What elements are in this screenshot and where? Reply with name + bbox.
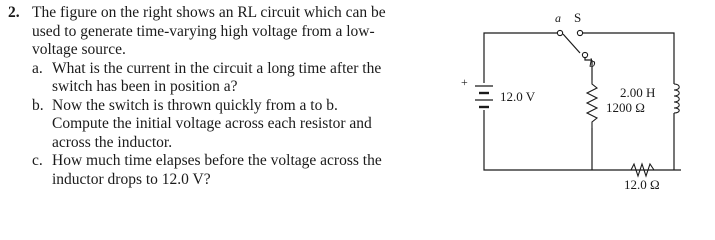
stem-line: used to generate time-varying high voltage from a low- [32,22,375,40]
part-line: What is the current in the circuit a long time after the [52,59,382,77]
terminal-s [577,30,582,35]
terminal-b [582,52,587,57]
terminal-b-label: b [589,55,596,70]
part-label: b. [32,96,44,114]
inductor-icon [674,84,679,113]
problem-stem [8,4,438,60]
part-line: switch has been in position a? [52,78,238,95]
battery-icon [475,86,493,107]
rl-circuit-diagram [446,0,715,211]
problem-text [8,4,438,189]
wire-left-bottom [484,110,681,170]
terminal-a-label: a [555,11,561,25]
part-a [32,60,438,97]
wire-top-right [583,33,674,84]
part-c [32,152,438,189]
part-b [32,97,438,153]
resistor-bottom-label: 12.0 Ω [624,177,660,192]
stem-line: The figure on the right shows an RL circuit which can be [32,4,386,21]
problem-number: 2. [8,4,20,21]
part-line: Compute the initial voltage across each resistor and [52,115,372,132]
part-line: How much time elapses before the voltage across the [52,152,382,169]
stem-line: voltage source. [32,41,126,58]
switch-blade [563,34,580,53]
terminal-a [557,30,562,35]
wire-top-left [484,33,560,83]
switch-label: S [574,10,582,25]
part-label: a. [32,59,43,77]
resistor-middle-label: 1200 Ω [606,100,645,115]
battery-plus-label: + [461,75,468,89]
battery-voltage-label: 12.0 V [500,89,536,104]
part-label: c. [32,152,43,169]
part-line: Now the switch is thrown quickly from a to b. [52,96,338,114]
resistor-1200-icon [587,80,597,128]
part-line: across the inductor. [52,133,173,151]
inductor-label: 2.00 H [620,85,656,100]
part-line: inductor drops to 12.0 V? [52,170,211,188]
